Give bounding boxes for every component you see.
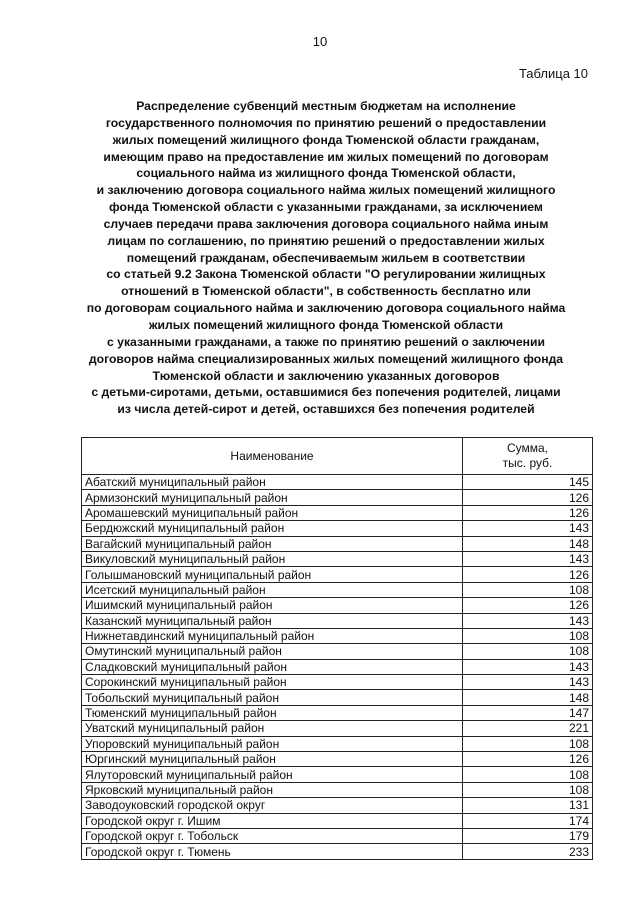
table-row	[82, 613, 593, 628]
subvention-table	[81, 437, 593, 860]
table-row	[82, 505, 593, 520]
row-name-cell: Голышмановский муниципальный район	[82, 567, 463, 582]
row-name-cell: Ярковский муниципальный район	[82, 782, 463, 797]
table-row	[82, 782, 593, 797]
table-row	[82, 551, 593, 566]
row-sum-cell: 108	[463, 767, 593, 782]
row-sum-cell: 179	[463, 828, 593, 843]
row-name-cell: Казанский муниципальный район	[82, 613, 463, 628]
table-row	[82, 490, 593, 505]
row-sum-cell: 108	[463, 782, 593, 797]
row-name-cell: Уватский муниципальный район	[82, 721, 463, 736]
row-sum-cell: 148	[463, 690, 593, 705]
row-name-cell: Упоровский муниципальный район	[82, 736, 463, 751]
table-row	[82, 628, 593, 643]
row-sum-cell: 126	[463, 567, 593, 582]
row-name-cell: Городской округ г. Тобольск	[82, 828, 463, 843]
row-sum-cell: 233	[463, 844, 593, 859]
column-header-sum-line1: Сумма,	[506, 441, 549, 455]
table-row	[82, 798, 593, 813]
title-line: жилых помещений жилищного фонда Тюменской области гражданам,	[112, 132, 540, 147]
title-line: имеющим право на предоставление им жилых помещений по договорам	[103, 149, 549, 164]
row-name-cell: Заводоуковский городской округ	[82, 798, 463, 813]
row-name-cell: Бердюжский муниципальный район	[82, 521, 463, 536]
table-row	[82, 844, 593, 859]
table-row	[82, 752, 593, 767]
row-name-cell: Аромашевский муниципальный район	[82, 505, 463, 520]
row-sum-cell: 221	[463, 721, 593, 736]
table-row	[82, 675, 593, 690]
table-row	[82, 828, 593, 843]
title-line: из числа детей-сирот и детей, оставшихся без попечения родителей	[117, 402, 535, 417]
row-name-cell: Нижнетавдинский муниципальный район	[82, 628, 463, 643]
table-row	[82, 521, 593, 536]
title-line: помещений гражданам, обеспечиваемым жильем в соответствии	[126, 250, 526, 265]
row-name-cell: Викуловский муниципальный район	[82, 551, 463, 566]
table-row	[82, 813, 593, 828]
row-sum-cell: 174	[463, 813, 593, 828]
title-line: договоров найма специализированных жилых помещений жилищного фонда	[88, 351, 564, 366]
row-name-cell: Тюменский муниципальный район	[82, 705, 463, 720]
row-sum-cell: 126	[463, 752, 593, 767]
row-sum-cell: 108	[463, 628, 593, 643]
title-line: Распределение субвенций местным бюджетам на исполнение	[136, 99, 516, 113]
table-row	[82, 567, 593, 582]
table-row	[82, 598, 593, 613]
title-line: Тюменской области и заключению указанных договоров	[152, 368, 500, 383]
column-header-sum	[463, 438, 593, 475]
title-line: случаев передачи права заключения договора социального найма иным	[103, 216, 549, 231]
page-number: 10	[312, 34, 328, 49]
table-row	[82, 659, 593, 674]
document-title	[70, 98, 582, 418]
row-sum-cell: 145	[463, 475, 593, 490]
table-row	[82, 705, 593, 720]
row-name-cell: Юргинский муниципальный район	[82, 752, 463, 767]
title-line: лицам по соглашению, по принятию решений о предоставлении жилых	[107, 233, 545, 248]
column-header-name: Наименование	[82, 438, 463, 475]
row-name-cell: Сорокинский муниципальный район	[82, 675, 463, 690]
row-sum-cell: 126	[463, 598, 593, 613]
row-sum-cell: 143	[463, 551, 593, 566]
table-row	[82, 721, 593, 736]
title-line: и заключению договора социального найма жилых помещений жилищного	[96, 183, 556, 198]
row-sum-cell: 108	[463, 736, 593, 751]
row-name-cell: Исетский муниципальный район	[82, 582, 463, 597]
row-name-cell: Сладковский муниципальный район	[82, 659, 463, 674]
row-name-cell: Тобольский муниципальный район	[82, 690, 463, 705]
row-sum-cell: 143	[463, 613, 593, 628]
row-sum-cell: 148	[463, 536, 593, 551]
column-header-sum-line2: тыс. руб.	[502, 456, 553, 470]
row-sum-cell: 143	[463, 659, 593, 674]
row-name-cell: Омутинский муниципальный район	[82, 644, 463, 659]
table-row	[82, 690, 593, 705]
row-name-cell: Абатский муниципальный район	[82, 475, 463, 490]
row-sum-cell: 131	[463, 798, 593, 813]
title-line: со статьей 9.2 Закона Тюменской области "О регулировании жилищных	[106, 267, 546, 282]
table-row	[82, 736, 593, 751]
title-line: с указанными гражданами, а также по принятию решений о заключении	[107, 334, 545, 349]
row-name-cell: Вагайский муниципальный район	[82, 536, 463, 551]
title-line: жилых помещений жилищного фонда Тюменской области	[148, 317, 504, 332]
row-name-cell: Городской округ г. Ишим	[82, 813, 463, 828]
table-row	[82, 644, 593, 659]
row-sum-cell: 147	[463, 705, 593, 720]
row-name-cell: Армизонский муниципальный район	[82, 490, 463, 505]
title-line: государственного полномочия по принятию решений о предоставлении	[105, 115, 547, 130]
title-line: по договорам социального найма и заключению договора социального найма	[86, 301, 566, 316]
row-sum-cell: 143	[463, 521, 593, 536]
table-row	[82, 536, 593, 551]
row-sum-cell: 108	[463, 644, 593, 659]
title-line: фонда Тюменской области с указанными гражданами, за исключением	[109, 200, 543, 215]
table-row	[82, 475, 593, 490]
table-caption-label: Таблица 10	[518, 66, 588, 81]
row-name-cell: Ялуторовский муниципальный район	[82, 767, 463, 782]
table-header-row	[82, 438, 593, 475]
row-name-cell: Городской округ г. Тюмень	[82, 844, 463, 859]
row-sum-cell: 108	[463, 582, 593, 597]
row-sum-cell: 143	[463, 675, 593, 690]
table-row	[82, 767, 593, 782]
row-sum-cell: 126	[463, 490, 593, 505]
title-line: социального найма из жилищного фонда Тюменской области,	[136, 166, 516, 181]
table-row	[82, 582, 593, 597]
row-name-cell: Ишимский муниципальный район	[82, 598, 463, 613]
title-line: отношений в Тюменской области", в собственность бесплатно или	[121, 284, 531, 299]
row-sum-cell: 126	[463, 505, 593, 520]
title-line: с детьми-сиротами, детьми, оставшимися без попечения родителей, лицами	[91, 385, 561, 400]
